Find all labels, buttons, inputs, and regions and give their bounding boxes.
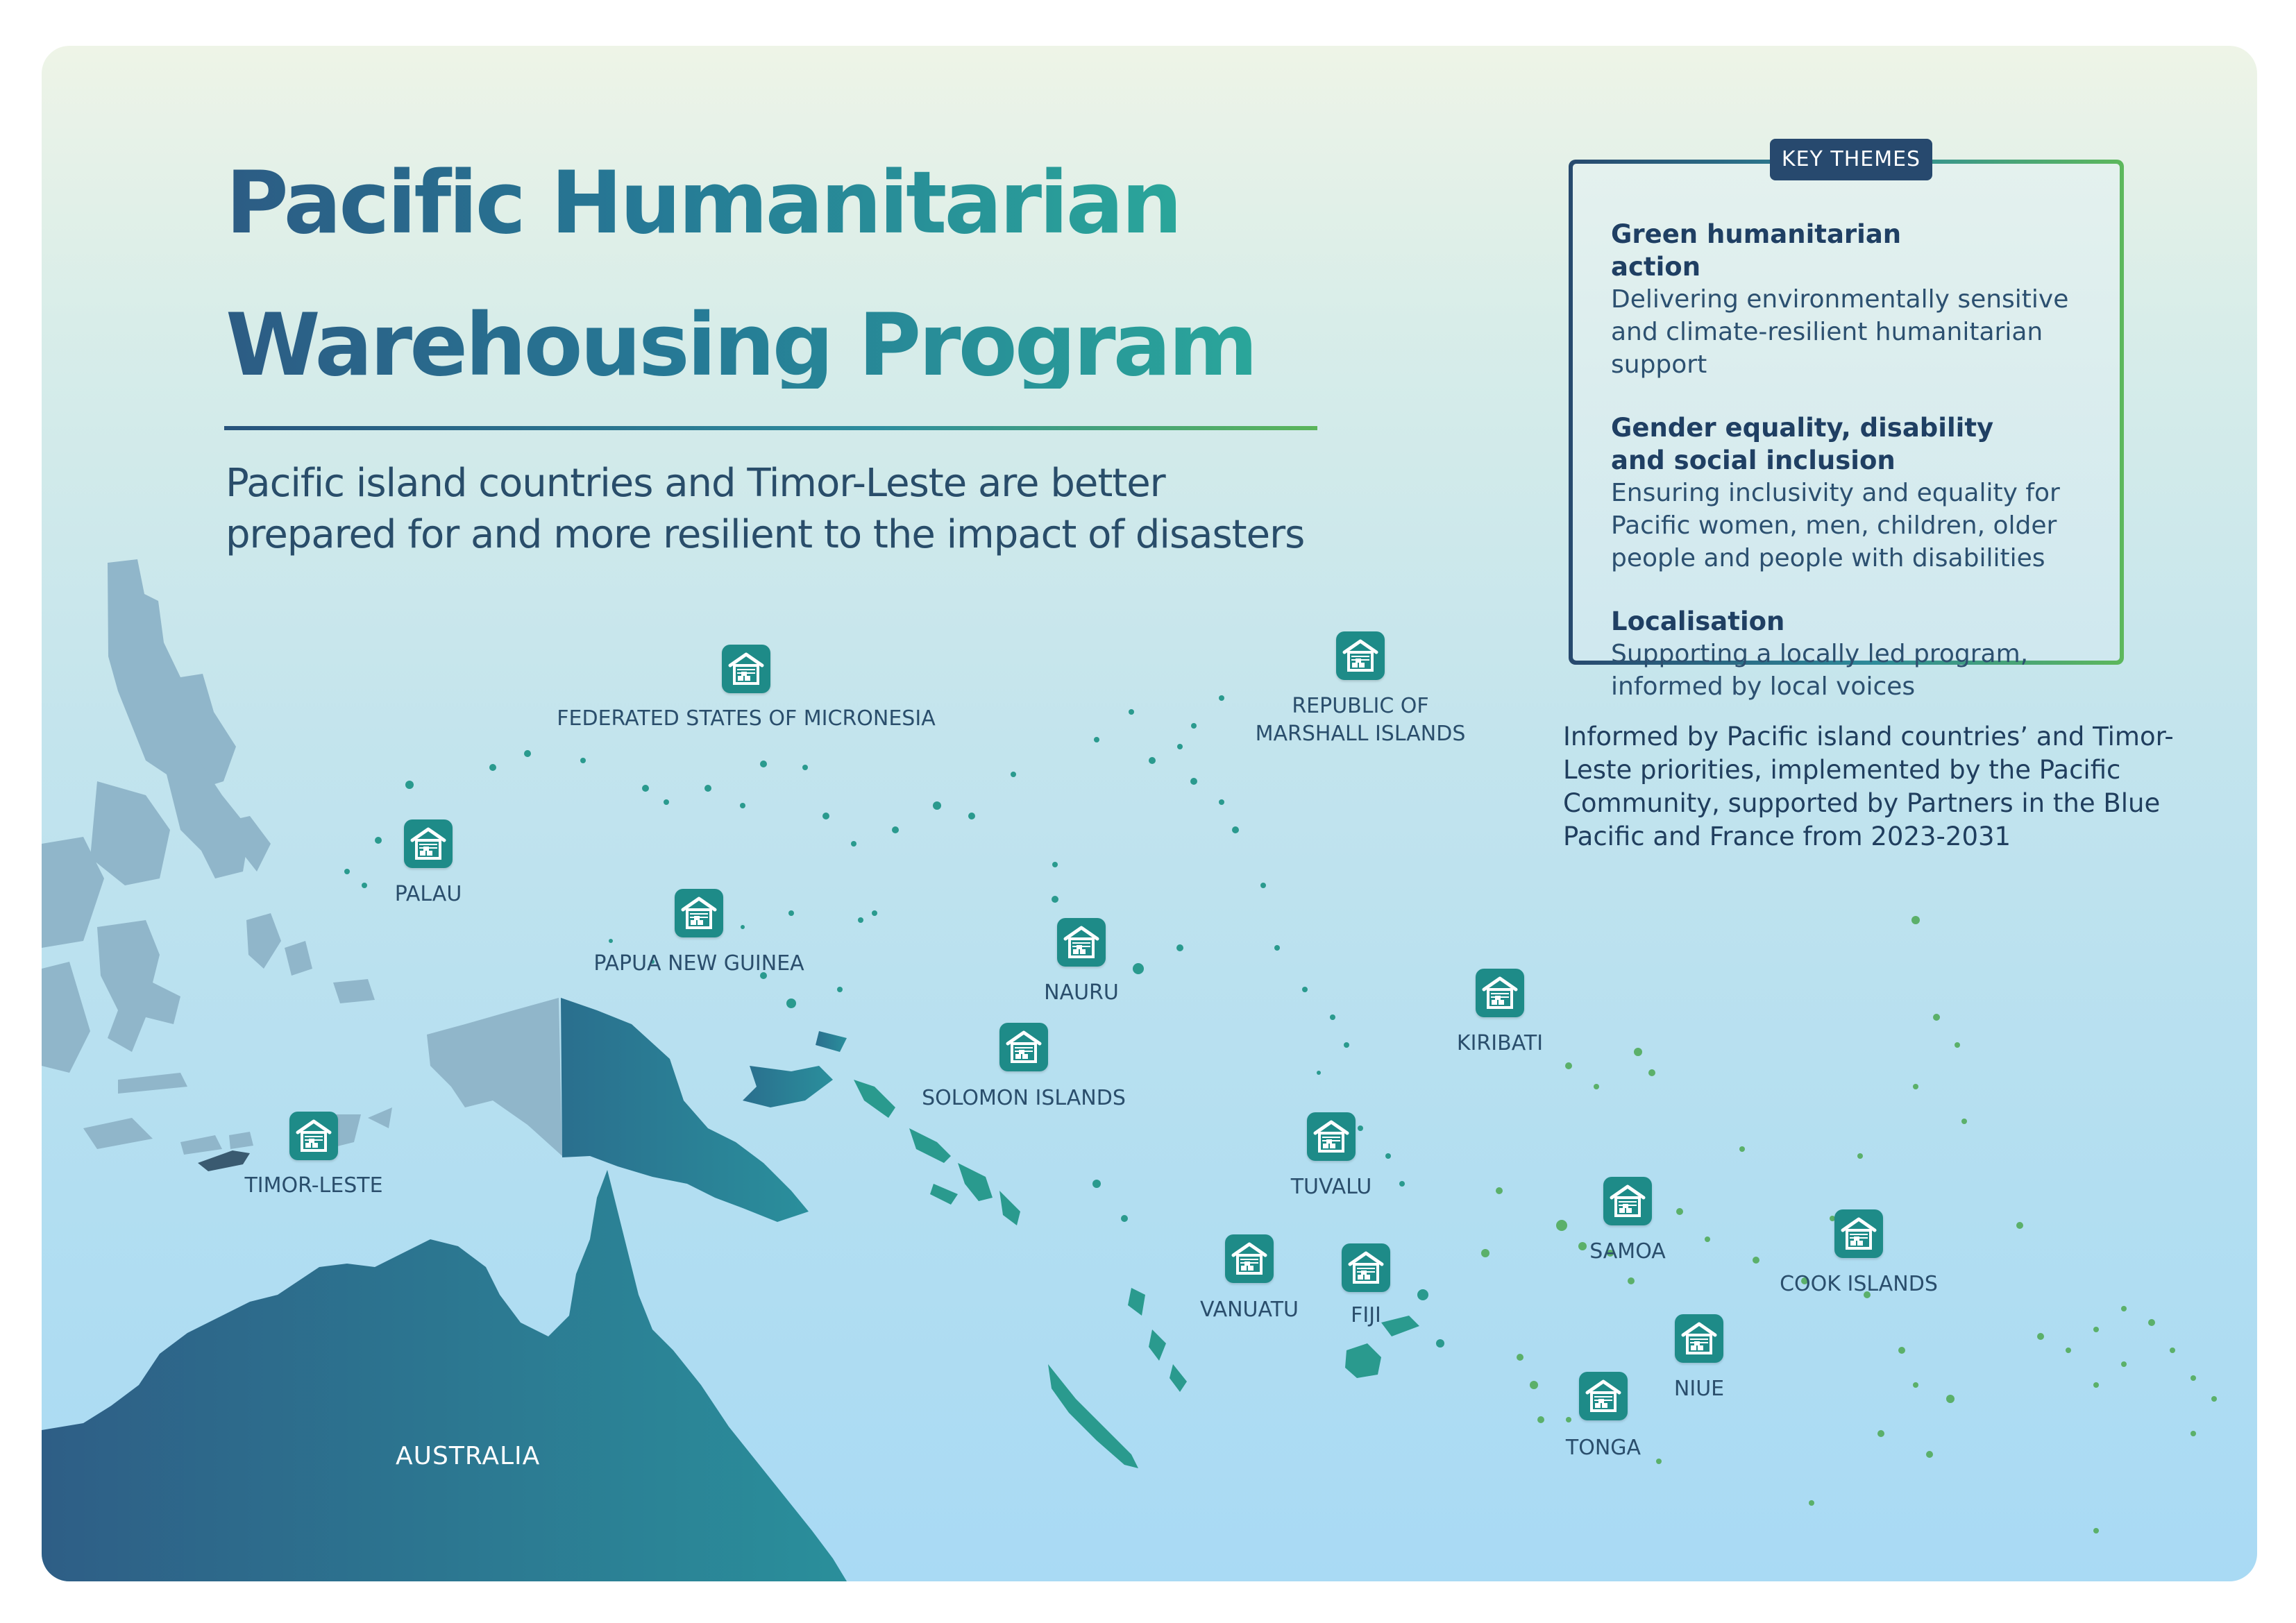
- warehouse-icon: [999, 1023, 1048, 1071]
- western-new-guinea-land: [427, 998, 562, 1156]
- warehouse-icon: [1476, 969, 1524, 1017]
- warehouse-icon: [1834, 1209, 1883, 1258]
- theme-name: Green humanitarian action: [1611, 219, 1902, 282]
- theme-name: Localisation: [1611, 606, 1785, 636]
- marker-palau[interactable]: [404, 819, 453, 868]
- marker-timor-leste[interactable]: [289, 1112, 338, 1160]
- theme-green-humanitarian-action: [1611, 218, 2120, 381]
- marker-niue[interactable]: [1675, 1314, 1723, 1363]
- warehouse-icon: [722, 645, 770, 693]
- warehouse-icon: [1579, 1372, 1628, 1420]
- label-federated-states-of-micronesia: FEDERATED STATES OF MICRONESIA: [557, 706, 936, 731]
- label-papua-new-guinea: PAPUA NEW GUINEA: [593, 951, 804, 976]
- label-kiribati: KIRIBATI: [1456, 1031, 1544, 1055]
- warehouse-icon: [1307, 1112, 1356, 1161]
- label-cook-islands: COOK ISLANDS: [1780, 1272, 1938, 1296]
- warehouse-icon: [289, 1112, 338, 1160]
- title-divider: [224, 426, 1317, 430]
- key-themes-box: [1569, 147, 2124, 701]
- marker-federated-states-of-micronesia[interactable]: [722, 645, 770, 693]
- label-samoa: SAMOA: [1589, 1239, 1666, 1264]
- title-line-1: Pacific Humanitarian: [226, 153, 1180, 253]
- australia-label: AUSTRALIA: [396, 1442, 541, 1470]
- marker-fiji[interactable]: [1342, 1243, 1390, 1292]
- warehouse-icon: [1225, 1234, 1274, 1283]
- subtitle-line-1: Pacific island countries and Timor-Leste are better: [226, 461, 1165, 506]
- label-tuvalu: TUVALU: [1290, 1175, 1372, 1199]
- label-fiji: FIJI: [1351, 1303, 1381, 1327]
- marker-tonga[interactable]: [1579, 1372, 1628, 1420]
- timor-leste-land: [198, 1150, 250, 1171]
- warehouse-icon: [1603, 1177, 1652, 1225]
- micronesia-islands: [344, 695, 1405, 1187]
- program-info-text: Informed by Pacific island countries’ and Timor-Leste priorities, implemented by the Pacific Community, supported by Partners in the Blue Pacific and France from 2023-2031: [1563, 722, 2174, 851]
- subtitle-line-2: prepared for and more resilient to the impact of disasters: [226, 512, 1305, 557]
- label-timor-leste: TIMOR-LESTE: [244, 1173, 383, 1198]
- theme-gender-equality: [1611, 411, 2120, 575]
- label-tonga: TONGA: [1565, 1436, 1641, 1460]
- marker-kiribati[interactable]: [1476, 969, 1524, 1017]
- warehouse-icon: [404, 819, 453, 868]
- warehouse-icon: [1336, 631, 1385, 680]
- marker-tuvalu[interactable]: [1307, 1112, 1356, 1161]
- marker-samoa[interactable]: [1603, 1177, 1652, 1225]
- marker-nauru[interactable]: [1057, 918, 1106, 967]
- marker-republic-of-marshall-islands[interactable]: [1336, 631, 1385, 680]
- poster: [42, 46, 2257, 1581]
- key-themes-content: [1573, 164, 2120, 701]
- title-line-2: Warehousing Program: [226, 296, 1256, 396]
- key-themes-heading: KEY THEMES: [1770, 139, 1932, 180]
- warehouse-icon: [675, 889, 723, 937]
- theme-description: Supporting a locally led program, informed by local voices: [1611, 640, 2029, 701]
- warehouse-icon: [1057, 918, 1106, 967]
- marker-solomon-islands[interactable]: [999, 1023, 1048, 1071]
- label-palau: PALAU: [394, 882, 462, 906]
- theme-name: Gender equality, disability and social inclusion: [1611, 413, 1994, 475]
- marker-cook-islands[interactable]: [1834, 1209, 1883, 1258]
- label-niue: NIUE: [1673, 1377, 1725, 1401]
- label-republic-of-marshall-islands: REPUBLIC OF MARSHALL ISLANDS: [1255, 694, 1466, 746]
- marker-vanuatu[interactable]: [1225, 1234, 1274, 1283]
- label-nauru: NAURU: [1044, 980, 1119, 1005]
- warehouse-icon: [1342, 1243, 1390, 1292]
- australia-land: [42, 1170, 847, 1581]
- warehouse-icon: [1675, 1314, 1723, 1363]
- marker-papua-new-guinea[interactable]: [675, 889, 723, 937]
- southeast-asia-land: [42, 559, 392, 1155]
- theme-description: Ensuring inclusivity and equality for Pacific women, men, children, older people and people with disabilities: [1611, 479, 2060, 572]
- label-solomon-islands: SOLOMON ISLANDS: [922, 1086, 1126, 1110]
- label-vanuatu: VANUATU: [1199, 1298, 1299, 1322]
- theme-localisation: [1611, 605, 2120, 703]
- theme-description: Delivering environmentally sensitive and climate-resilient humanitarian support: [1611, 285, 2069, 379]
